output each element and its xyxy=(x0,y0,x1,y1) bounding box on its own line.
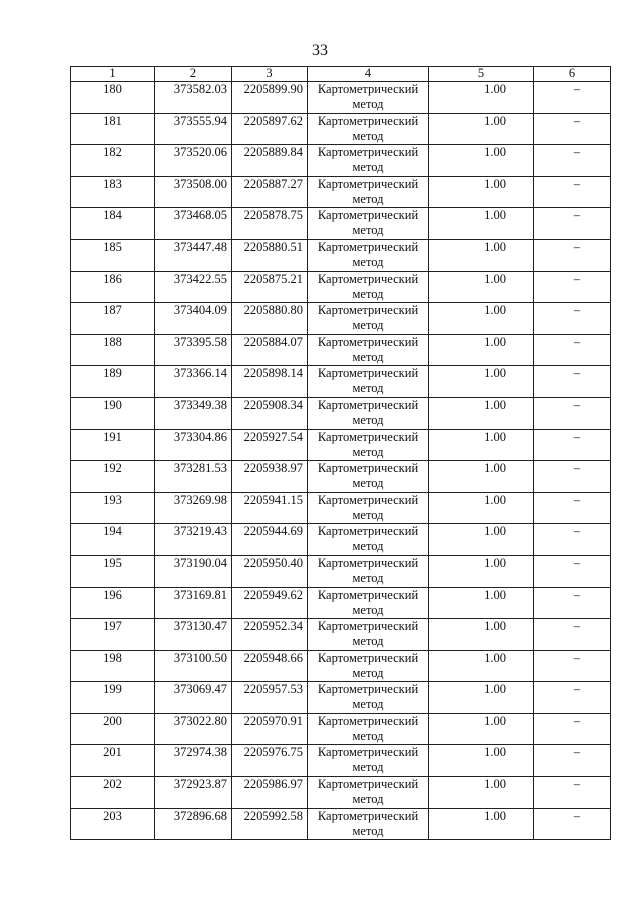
table-row xyxy=(71,239,611,271)
point-number-cell: 187 xyxy=(71,303,155,335)
table-row xyxy=(71,397,611,429)
y-coordinate-cell: 2205950.40 xyxy=(232,555,308,587)
method-cell: Картометрический метод xyxy=(308,429,429,461)
y-coordinate-cell: 2205952.34 xyxy=(232,619,308,651)
description-cell: – xyxy=(534,145,611,177)
point-number-cell: 202 xyxy=(71,777,155,809)
method-cell: Картометрический метод xyxy=(308,303,429,335)
table-header-row xyxy=(71,67,611,82)
y-coordinate-cell: 2205898.14 xyxy=(232,366,308,398)
method-cell: Картометрический метод xyxy=(308,334,429,366)
accuracy-cell: 1.00 xyxy=(429,397,534,429)
y-coordinate-cell: 2205927.54 xyxy=(232,429,308,461)
point-number-cell: 192 xyxy=(71,461,155,493)
x-coordinate-cell: 373100.50 xyxy=(155,650,232,682)
description-cell: – xyxy=(534,777,611,809)
x-coordinate-cell: 373281.53 xyxy=(155,461,232,493)
accuracy-cell: 1.00 xyxy=(429,271,534,303)
description-cell: – xyxy=(534,492,611,524)
x-coordinate-cell: 373422.55 xyxy=(155,271,232,303)
x-coordinate-cell: 372974.38 xyxy=(155,745,232,777)
method-cell: Картометрический метод xyxy=(308,808,429,840)
column-header-3: 3 xyxy=(232,67,308,82)
accuracy-cell: 1.00 xyxy=(429,619,534,651)
table-body xyxy=(71,82,611,840)
table-row xyxy=(71,271,611,303)
description-cell: – xyxy=(534,334,611,366)
y-coordinate-cell: 2205949.62 xyxy=(232,587,308,619)
y-coordinate-cell: 2205944.69 xyxy=(232,524,308,556)
point-number-cell: 183 xyxy=(71,176,155,208)
y-coordinate-cell: 2205880.51 xyxy=(232,239,308,271)
y-coordinate-cell: 2205880.80 xyxy=(232,303,308,335)
description-cell: – xyxy=(534,682,611,714)
x-coordinate-cell: 373555.94 xyxy=(155,113,232,145)
table-row xyxy=(71,303,611,335)
description-cell: – xyxy=(534,429,611,461)
table-row xyxy=(71,334,611,366)
x-coordinate-cell: 373508.00 xyxy=(155,176,232,208)
method-cell: Картометрический метод xyxy=(308,208,429,240)
method-cell: Картометрический метод xyxy=(308,524,429,556)
column-header-4: 4 xyxy=(308,67,429,82)
page-number: 33 xyxy=(312,42,328,59)
accuracy-cell: 1.00 xyxy=(429,239,534,271)
point-number-cell: 181 xyxy=(71,113,155,145)
accuracy-cell: 1.00 xyxy=(429,429,534,461)
description-cell: – xyxy=(534,176,611,208)
point-number-cell: 188 xyxy=(71,334,155,366)
description-cell: – xyxy=(534,113,611,145)
table-row xyxy=(71,682,611,714)
point-number-cell: 195 xyxy=(71,555,155,587)
table-row xyxy=(71,587,611,619)
table-row xyxy=(71,650,611,682)
method-cell: Картометрический метод xyxy=(308,492,429,524)
table-row xyxy=(71,492,611,524)
x-coordinate-cell: 373349.38 xyxy=(155,397,232,429)
x-coordinate-cell: 373069.47 xyxy=(155,682,232,714)
y-coordinate-cell: 2205992.58 xyxy=(232,808,308,840)
accuracy-cell: 1.00 xyxy=(429,303,534,335)
x-coordinate-cell: 373366.14 xyxy=(155,366,232,398)
x-coordinate-cell: 373190.04 xyxy=(155,555,232,587)
description-cell: – xyxy=(534,808,611,840)
point-number-cell: 193 xyxy=(71,492,155,524)
point-number-cell: 198 xyxy=(71,650,155,682)
y-coordinate-cell: 2205897.62 xyxy=(232,113,308,145)
accuracy-cell: 1.00 xyxy=(429,176,534,208)
x-coordinate-cell: 372923.87 xyxy=(155,777,232,809)
accuracy-cell: 1.00 xyxy=(429,145,534,177)
description-cell: – xyxy=(534,555,611,587)
y-coordinate-cell: 2205899.90 xyxy=(232,82,308,114)
point-number-cell: 194 xyxy=(71,524,155,556)
description-cell: – xyxy=(534,650,611,682)
description-cell: – xyxy=(534,239,611,271)
point-number-cell: 180 xyxy=(71,82,155,114)
column-header-5: 5 xyxy=(429,67,534,82)
table-row xyxy=(71,113,611,145)
table-row xyxy=(71,208,611,240)
method-cell: Картометрический метод xyxy=(308,461,429,493)
table-row xyxy=(71,555,611,587)
table-row xyxy=(71,82,611,114)
column-header-1: 1 xyxy=(71,67,155,82)
method-cell: Картометрический метод xyxy=(308,366,429,398)
method-cell: Картометрический метод xyxy=(308,271,429,303)
method-cell: Картометрический метод xyxy=(308,145,429,177)
description-cell: – xyxy=(534,461,611,493)
description-cell: – xyxy=(534,713,611,745)
point-number-cell: 200 xyxy=(71,713,155,745)
table-row xyxy=(71,461,611,493)
description-cell: – xyxy=(534,271,611,303)
accuracy-cell: 1.00 xyxy=(429,461,534,493)
y-coordinate-cell: 2205986.97 xyxy=(232,777,308,809)
y-coordinate-cell: 2205884.07 xyxy=(232,334,308,366)
x-coordinate-cell: 373022.80 xyxy=(155,713,232,745)
accuracy-cell: 1.00 xyxy=(429,524,534,556)
accuracy-cell: 1.00 xyxy=(429,745,534,777)
method-cell: Картометрический метод xyxy=(308,555,429,587)
coordinates-table xyxy=(70,66,611,840)
accuracy-cell: 1.00 xyxy=(429,682,534,714)
accuracy-cell: 1.00 xyxy=(429,808,534,840)
description-cell: – xyxy=(534,366,611,398)
x-coordinate-cell: 373304.86 xyxy=(155,429,232,461)
y-coordinate-cell: 2205878.75 xyxy=(232,208,308,240)
method-cell: Картометрический метод xyxy=(308,777,429,809)
x-coordinate-cell: 373582.03 xyxy=(155,82,232,114)
method-cell: Картометрический метод xyxy=(308,682,429,714)
point-number-cell: 199 xyxy=(71,682,155,714)
description-cell: – xyxy=(534,208,611,240)
accuracy-cell: 1.00 xyxy=(429,492,534,524)
accuracy-cell: 1.00 xyxy=(429,587,534,619)
table-row xyxy=(71,176,611,208)
description-cell: – xyxy=(534,745,611,777)
accuracy-cell: 1.00 xyxy=(429,777,534,809)
description-cell: – xyxy=(534,587,611,619)
point-number-cell: 203 xyxy=(71,808,155,840)
method-cell: Картометрический метод xyxy=(308,745,429,777)
y-coordinate-cell: 2205938.97 xyxy=(232,461,308,493)
y-coordinate-cell: 2205957.53 xyxy=(232,682,308,714)
table-row xyxy=(71,619,611,651)
method-cell: Картометрический метод xyxy=(308,587,429,619)
x-coordinate-cell: 373219.43 xyxy=(155,524,232,556)
method-cell: Картометрический метод xyxy=(308,650,429,682)
x-coordinate-cell: 373395.58 xyxy=(155,334,232,366)
point-number-cell: 189 xyxy=(71,366,155,398)
method-cell: Картометрический метод xyxy=(308,397,429,429)
x-coordinate-cell: 373447.48 xyxy=(155,239,232,271)
description-cell: – xyxy=(534,303,611,335)
y-coordinate-cell: 2205970.91 xyxy=(232,713,308,745)
description-cell: – xyxy=(534,619,611,651)
point-number-cell: 197 xyxy=(71,619,155,651)
table-row xyxy=(71,808,611,840)
point-number-cell: 191 xyxy=(71,429,155,461)
x-coordinate-cell: 373520.06 xyxy=(155,145,232,177)
y-coordinate-cell: 2205875.21 xyxy=(232,271,308,303)
point-number-cell: 201 xyxy=(71,745,155,777)
point-number-cell: 196 xyxy=(71,587,155,619)
method-cell: Картометрический метод xyxy=(308,176,429,208)
accuracy-cell: 1.00 xyxy=(429,555,534,587)
y-coordinate-cell: 2205908.34 xyxy=(232,397,308,429)
y-coordinate-cell: 2205948.66 xyxy=(232,650,308,682)
point-number-cell: 190 xyxy=(71,397,155,429)
x-coordinate-cell: 372896.68 xyxy=(155,808,232,840)
method-cell: Картометрический метод xyxy=(308,113,429,145)
accuracy-cell: 1.00 xyxy=(429,113,534,145)
method-cell: Картометрический метод xyxy=(308,82,429,114)
column-header-2: 2 xyxy=(155,67,232,82)
method-cell: Картометрический метод xyxy=(308,713,429,745)
y-coordinate-cell: 2205887.27 xyxy=(232,176,308,208)
point-number-cell: 185 xyxy=(71,239,155,271)
method-cell: Картометрический метод xyxy=(308,619,429,651)
description-cell: – xyxy=(534,524,611,556)
x-coordinate-cell: 373404.09 xyxy=(155,303,232,335)
x-coordinate-cell: 373130.47 xyxy=(155,619,232,651)
table-row xyxy=(71,524,611,556)
description-cell: – xyxy=(534,82,611,114)
table-row xyxy=(71,366,611,398)
accuracy-cell: 1.00 xyxy=(429,650,534,682)
table-row xyxy=(71,777,611,809)
accuracy-cell: 1.00 xyxy=(429,334,534,366)
table-row xyxy=(71,145,611,177)
point-number-cell: 186 xyxy=(71,271,155,303)
y-coordinate-cell: 2205941.15 xyxy=(232,492,308,524)
accuracy-cell: 1.00 xyxy=(429,208,534,240)
method-cell: Картометрический метод xyxy=(308,239,429,271)
point-number-cell: 184 xyxy=(71,208,155,240)
x-coordinate-cell: 373468.05 xyxy=(155,208,232,240)
table-row xyxy=(71,713,611,745)
accuracy-cell: 1.00 xyxy=(429,366,534,398)
x-coordinate-cell: 373269.98 xyxy=(155,492,232,524)
accuracy-cell: 1.00 xyxy=(429,82,534,114)
x-coordinate-cell: 373169.81 xyxy=(155,587,232,619)
y-coordinate-cell: 2205889.84 xyxy=(232,145,308,177)
table-row xyxy=(71,745,611,777)
y-coordinate-cell: 2205976.75 xyxy=(232,745,308,777)
accuracy-cell: 1.00 xyxy=(429,713,534,745)
table-row xyxy=(71,429,611,461)
description-cell: – xyxy=(534,397,611,429)
point-number-cell: 182 xyxy=(71,145,155,177)
column-header-6: 6 xyxy=(534,67,611,82)
